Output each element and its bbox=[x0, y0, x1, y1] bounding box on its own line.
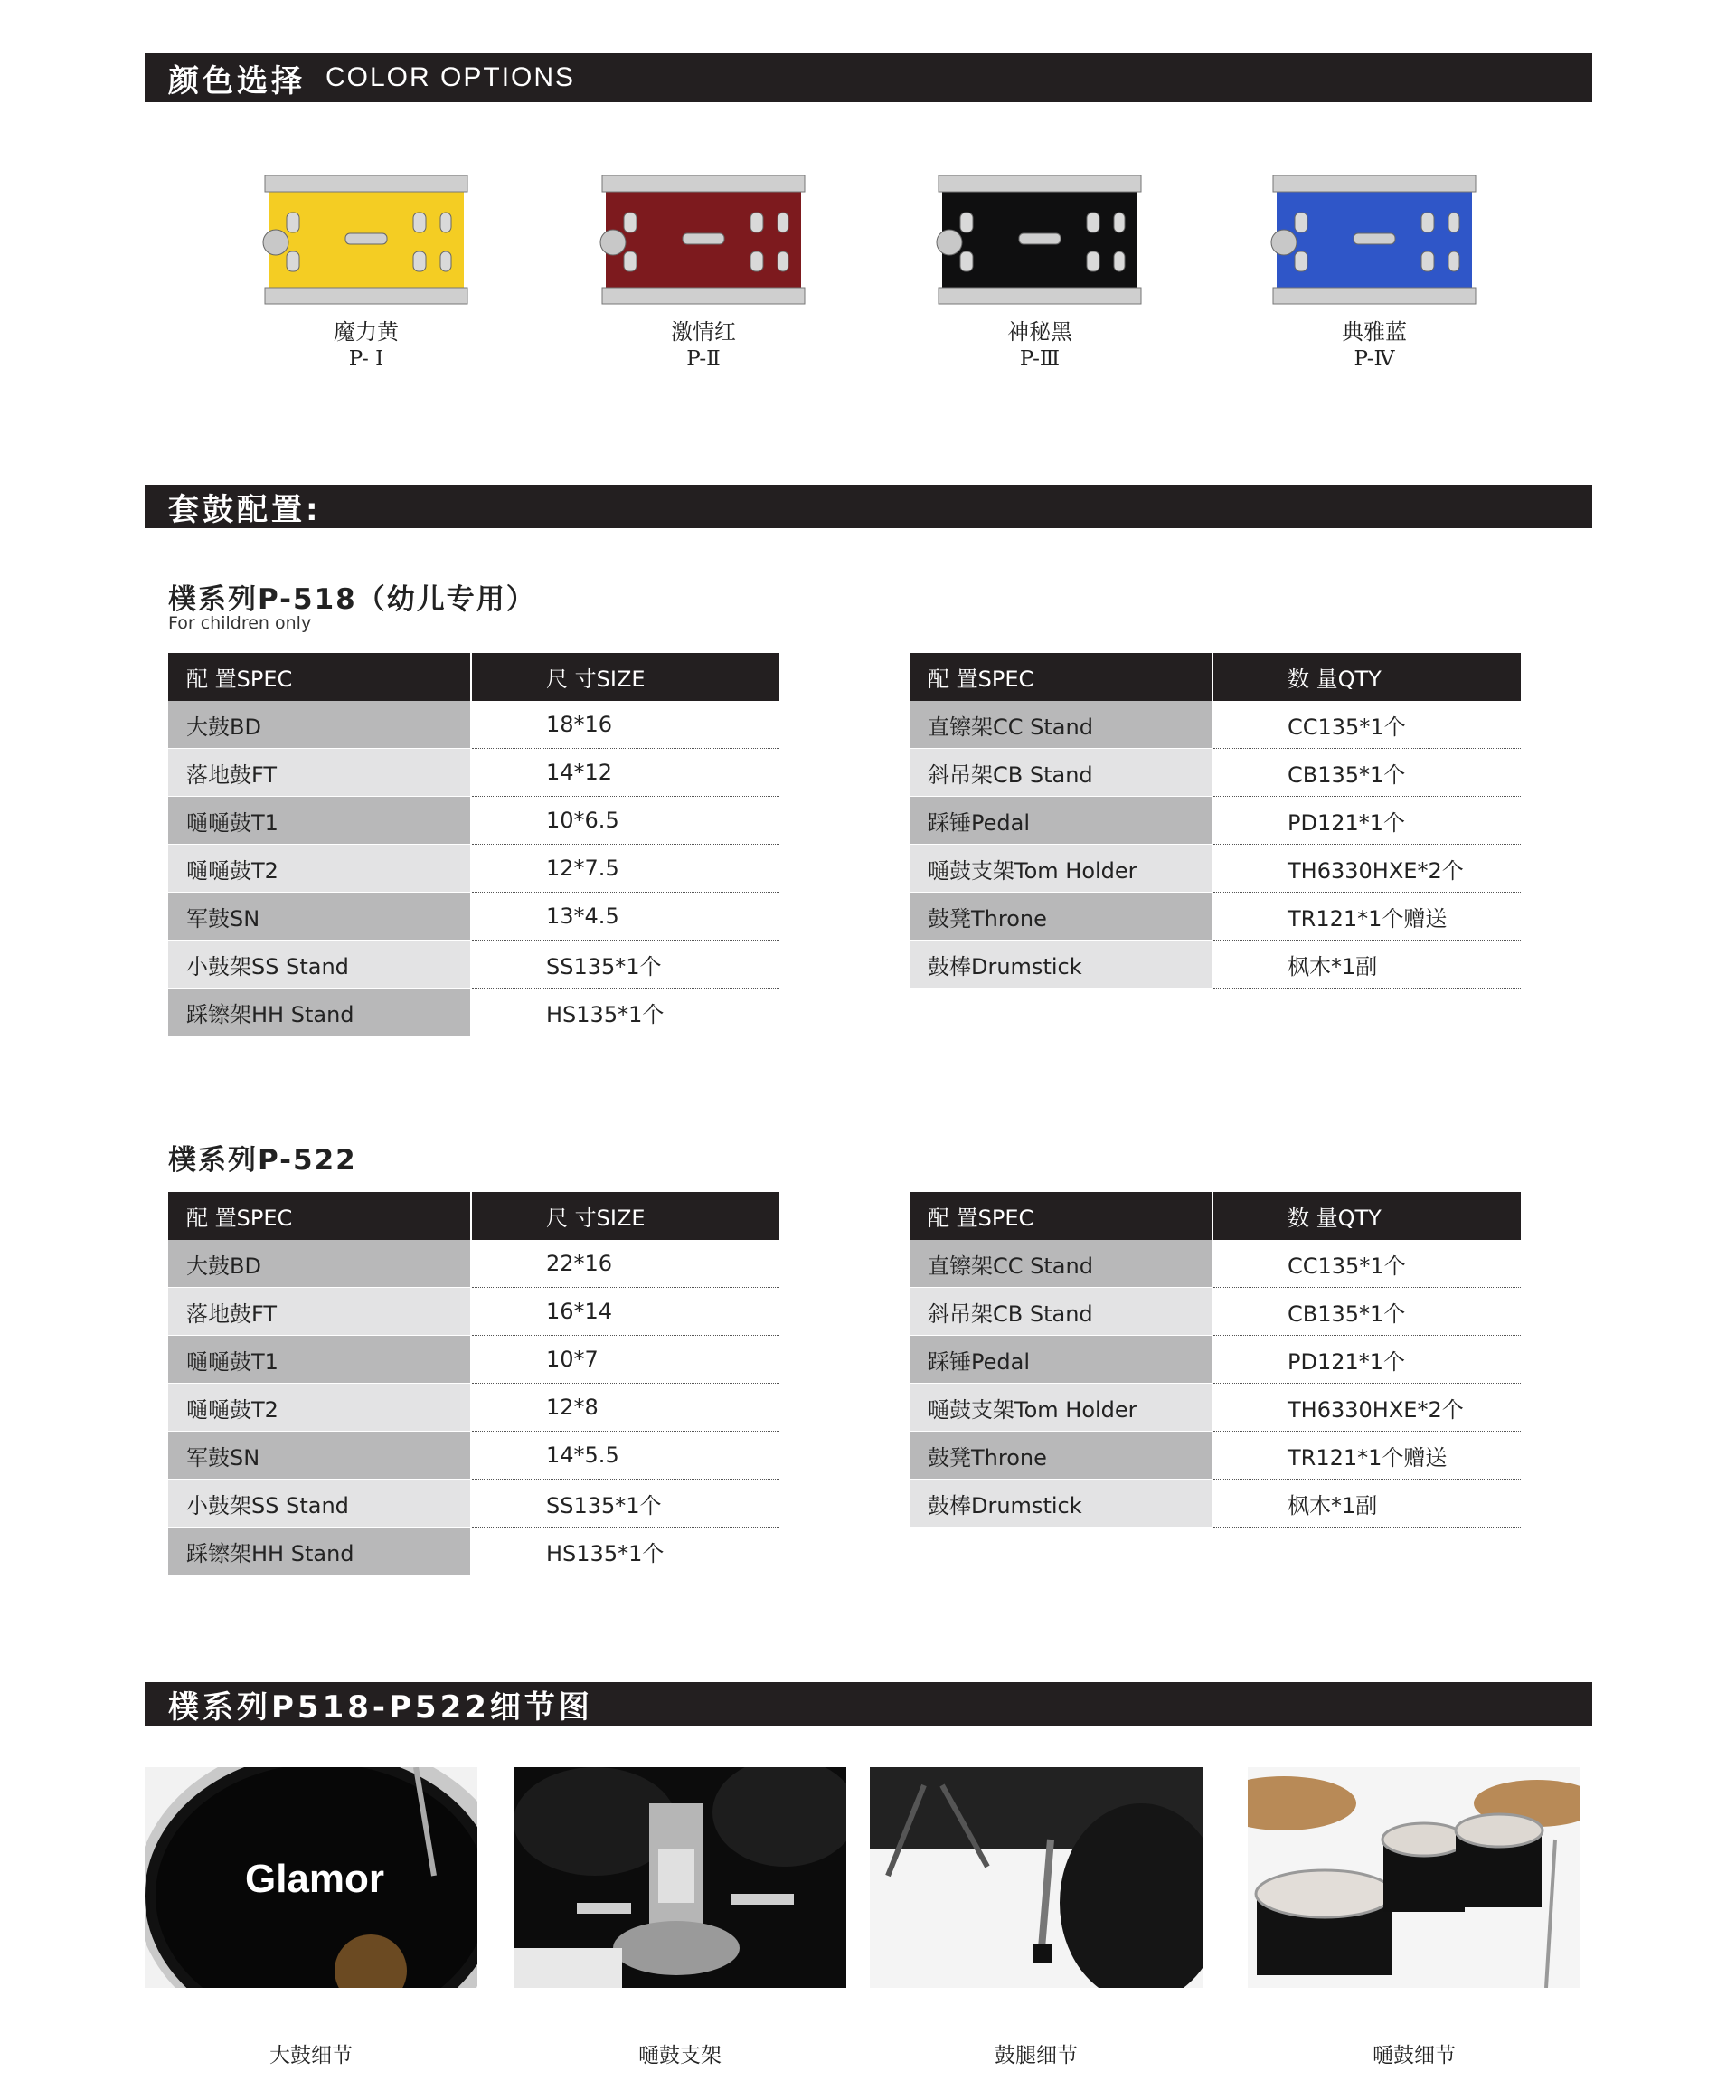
spec-value: PD121*1个 bbox=[1212, 1336, 1521, 1384]
detail-caption: 嗵鼓细节 bbox=[1373, 2044, 1456, 2067]
table-row bbox=[168, 1432, 779, 1480]
spec-value: CC135*1个 bbox=[1212, 701, 1521, 749]
spec-item: 踩镲架HH Stand bbox=[168, 1528, 471, 1575]
detail-photo-drum-leg bbox=[870, 1767, 1203, 2067]
color-code: P- Ⅰ bbox=[348, 347, 384, 371]
spec-item: 小鼓架SS Stand bbox=[168, 1480, 471, 1528]
table-header-row bbox=[910, 1192, 1521, 1240]
color-options-header bbox=[145, 53, 1592, 102]
spec-item: 小鼓架SS Stand bbox=[168, 941, 471, 989]
table-header-row bbox=[168, 1192, 779, 1240]
spec-value: 18*16 bbox=[471, 701, 779, 749]
spec-item: 嗵鼓支架Tom Holder bbox=[910, 845, 1212, 893]
table-row bbox=[168, 749, 779, 797]
spec-table-qty bbox=[910, 1192, 1521, 1528]
table-header-row bbox=[168, 653, 779, 701]
spec-item: 踩镲架HH Stand bbox=[168, 989, 471, 1036]
drum-leg-photo bbox=[870, 1767, 1203, 1988]
spec-value: CB135*1个 bbox=[1212, 749, 1521, 797]
table-row bbox=[910, 893, 1521, 941]
detail-photo-bass-drum bbox=[145, 1767, 477, 2067]
spec-value: CC135*1个 bbox=[1212, 1240, 1521, 1288]
spec-value: 22*16 bbox=[471, 1240, 779, 1288]
color-option bbox=[568, 163, 839, 373]
spec-item: 嗵鼓支架Tom Holder bbox=[910, 1384, 1212, 1432]
color-name: 神秘黑 bbox=[1007, 319, 1072, 345]
spec-item: 嗵嗵鼓T2 bbox=[168, 845, 471, 893]
table-row bbox=[910, 1336, 1521, 1384]
table-row bbox=[910, 701, 1521, 749]
spec-value: 枫木*1副 bbox=[1212, 1480, 1521, 1528]
table-row bbox=[168, 1240, 779, 1288]
spec-item: 大鼓BD bbox=[168, 701, 471, 749]
bass-drum-photo bbox=[145, 1767, 477, 1988]
table-row bbox=[910, 1432, 1521, 1480]
table-row bbox=[910, 1384, 1521, 1432]
detail-caption: 鼓腿细节 bbox=[995, 2044, 1078, 2067]
config-title: 套鼓配置: bbox=[168, 491, 322, 528]
spec-table-size bbox=[168, 653, 779, 1036]
detail-caption: 大鼓细节 bbox=[269, 2044, 353, 2067]
series-title: 樸系列P-518（幼儿专用） bbox=[168, 583, 536, 616]
table-row bbox=[910, 797, 1521, 845]
table-row bbox=[910, 941, 1521, 989]
brand-logo: Glamor bbox=[244, 1857, 385, 1901]
table-row bbox=[168, 1336, 779, 1384]
table-row bbox=[168, 701, 779, 749]
spec-item: 军鼓SN bbox=[168, 1432, 471, 1480]
column-header: 尺 寸SIZE bbox=[471, 653, 779, 701]
spec-value: 14*5.5 bbox=[471, 1432, 779, 1480]
spec-item: 鼓凳Throne bbox=[910, 1432, 1212, 1480]
tom-holder-photo bbox=[514, 1767, 846, 1988]
table-row bbox=[168, 1480, 779, 1528]
table-row bbox=[168, 1288, 779, 1336]
spec-item: 嗵嗵鼓T2 bbox=[168, 1384, 471, 1432]
color-code: P-Ⅳ bbox=[1354, 347, 1395, 371]
drum-color-image bbox=[1268, 163, 1481, 317]
spec-value: 13*4.5 bbox=[471, 893, 779, 941]
column-header: 配 置SPEC bbox=[910, 1192, 1212, 1240]
series-subtitle: For children only bbox=[168, 613, 312, 633]
detail-header bbox=[145, 1682, 1592, 1726]
spec-item: 大鼓BD bbox=[168, 1240, 471, 1288]
column-header: 配 置SPEC bbox=[910, 653, 1212, 701]
spec-item: 直镲架CC Stand bbox=[910, 1240, 1212, 1288]
spec-value: 10*7 bbox=[471, 1336, 779, 1384]
table-row bbox=[168, 893, 779, 941]
drum-color-image bbox=[933, 163, 1146, 317]
table-row bbox=[910, 1240, 1521, 1288]
spec-value: CB135*1个 bbox=[1212, 1288, 1521, 1336]
spec-item: 斜吊架CB Stand bbox=[910, 1288, 1212, 1336]
color-options-title-zh: 颜色选择 bbox=[168, 62, 306, 99]
column-header: 尺 寸SIZE bbox=[471, 1192, 779, 1240]
color-option bbox=[231, 163, 502, 373]
spec-item: 鼓凳Throne bbox=[910, 893, 1212, 941]
column-header: 配 置SPEC bbox=[168, 1192, 471, 1240]
column-header: 数 量QTY bbox=[1212, 1192, 1521, 1240]
spec-item: 斜吊架CB Stand bbox=[910, 749, 1212, 797]
spec-value: PD121*1个 bbox=[1212, 797, 1521, 845]
spec-item: 嗵嗵鼓T1 bbox=[168, 1336, 471, 1384]
color-options-row bbox=[145, 163, 1592, 398]
color-name: 激情红 bbox=[671, 319, 736, 345]
spec-item: 直镲架CC Stand bbox=[910, 701, 1212, 749]
color-option bbox=[1239, 163, 1510, 373]
spec-value: SS135*1个 bbox=[471, 1480, 779, 1528]
spec-value: HS135*1个 bbox=[471, 1528, 779, 1575]
table-row bbox=[910, 1480, 1521, 1528]
spec-table-qty bbox=[910, 653, 1521, 989]
spec-value: 10*6.5 bbox=[471, 797, 779, 845]
series-title: 樸系列P-522 bbox=[168, 1144, 357, 1177]
table-row bbox=[910, 1288, 1521, 1336]
table-row bbox=[910, 845, 1521, 893]
column-header: 配 置SPEC bbox=[168, 653, 471, 701]
detail-caption: 嗵鼓支架 bbox=[638, 2044, 722, 2067]
spec-value: TH6330HXE*2个 bbox=[1212, 845, 1521, 893]
color-name: 魔力黄 bbox=[334, 319, 399, 345]
spec-value: TH6330HXE*2个 bbox=[1212, 1384, 1521, 1432]
spec-item: 踩锤Pedal bbox=[910, 797, 1212, 845]
color-options-title-en: COLOR OPTIONS bbox=[326, 62, 576, 92]
detail-title: 樸系列P518-P522细节图 bbox=[168, 1689, 593, 1726]
table-header-row bbox=[910, 653, 1521, 701]
table-row bbox=[168, 797, 779, 845]
spec-value: TR121*1个赠送 bbox=[1212, 1432, 1521, 1480]
spec-value: 枫木*1副 bbox=[1212, 941, 1521, 989]
spec-item: 鼓棒Drumstick bbox=[910, 941, 1212, 989]
drum-color-image bbox=[597, 163, 810, 317]
table-row bbox=[168, 845, 779, 893]
spec-value: 14*12 bbox=[471, 749, 779, 797]
drum-color-image bbox=[259, 163, 473, 317]
spec-value: 12*8 bbox=[471, 1384, 779, 1432]
color-code: P-Ⅲ bbox=[1019, 347, 1061, 371]
spec-value: SS135*1个 bbox=[471, 941, 779, 989]
spec-value: 12*7.5 bbox=[471, 845, 779, 893]
table-row bbox=[168, 1384, 779, 1432]
spec-item: 落地鼓FT bbox=[168, 749, 471, 797]
detail-photo-tom bbox=[1248, 1767, 1580, 2067]
spec-item: 鼓棒Drumstick bbox=[910, 1480, 1212, 1528]
spec-table-size bbox=[168, 1192, 779, 1575]
table-row bbox=[168, 941, 779, 989]
table-row bbox=[910, 749, 1521, 797]
spec-item: 落地鼓FT bbox=[168, 1288, 471, 1336]
spec-value: HS135*1个 bbox=[471, 989, 779, 1036]
config-header bbox=[145, 485, 1592, 528]
color-code: P-Ⅱ bbox=[686, 347, 721, 371]
column-header: 数 量QTY bbox=[1212, 653, 1521, 701]
color-name: 典雅蓝 bbox=[1342, 319, 1407, 345]
detail-photo-tom-holder bbox=[514, 1767, 846, 2067]
color-option bbox=[904, 163, 1175, 373]
table-row bbox=[168, 1528, 779, 1575]
tom-photo bbox=[1248, 1767, 1580, 1988]
spec-item: 军鼓SN bbox=[168, 893, 471, 941]
spec-value: 16*14 bbox=[471, 1288, 779, 1336]
spec-item: 嗵嗵鼓T1 bbox=[168, 797, 471, 845]
spec-item: 踩锤Pedal bbox=[910, 1336, 1212, 1384]
spec-value: TR121*1个赠送 bbox=[1212, 893, 1521, 941]
table-row bbox=[168, 989, 779, 1036]
